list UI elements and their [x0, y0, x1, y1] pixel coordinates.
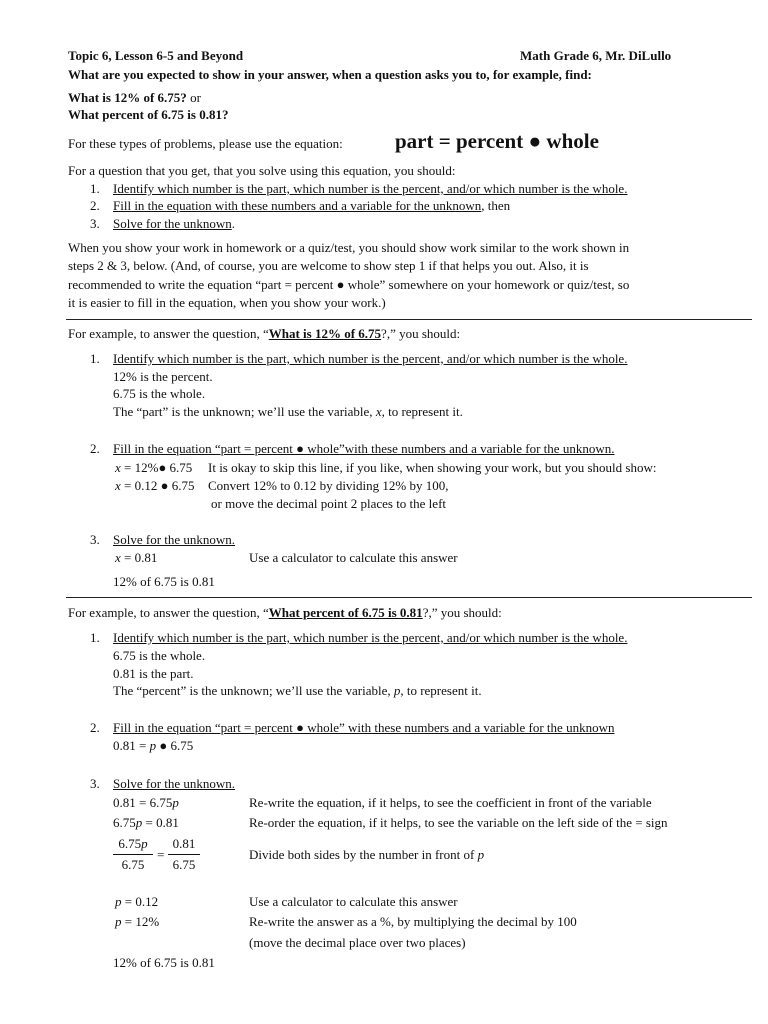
- ex2-unknown-line: [113, 683, 482, 699]
- step-3: [113, 216, 235, 232]
- ex1-variable: x: [375, 404, 382, 419]
- section-divider-2: [66, 597, 752, 598]
- ex1-percent-line: 12% is the percent.: [113, 369, 213, 384]
- ex2-row-2: [113, 815, 179, 831]
- ex2-row-4-text: = 0.12: [121, 894, 159, 909]
- ex2-eq-1-var: p: [149, 738, 157, 753]
- ex1-solution: [115, 550, 157, 566]
- header-question: What are you expected to show in your answer, when a question asks you to, for example, find:: [68, 67, 592, 82]
- ex1-step-3: Solve for the unknown.: [113, 532, 236, 547]
- ex2-eq-1-a: 0.81 =: [113, 738, 150, 753]
- ex1-solution-text: = 0.81: [120, 550, 158, 565]
- example-1-lead-b: ?,” you should:: [381, 326, 461, 341]
- ex2-eq-1: [113, 738, 193, 754]
- ex2-step-2-number: 2.: [90, 720, 100, 735]
- example-2-lead-b: ?,” you should:: [422, 605, 502, 620]
- intro-para-line-2: steps 2 & 3, below. (And, of course, you are welcome to show step 1 if that helps you out. Also, it is: [68, 258, 589, 273]
- ex2-row-2-note: Re-order the equation, if it helps, to see the variable on the left side of the = sign: [249, 815, 668, 830]
- header-class: Math Grade 6, Mr. DiLullo: [520, 48, 672, 63]
- intro-para-line-3: recommended to write the equation “part = percent ● whole” somewhere on your homework or quiz/test, so: [68, 277, 630, 292]
- ex2-frac-num-a: 6.75: [118, 836, 142, 851]
- step-1: [113, 181, 627, 197]
- equation-lead: For these types of problems, please use the equation:: [68, 136, 343, 151]
- step-1-number: 1.: [90, 181, 100, 196]
- ex1-unknown-line: [113, 404, 463, 420]
- ex2-row-3-note-a: Divide both sides by the number in front of: [249, 847, 478, 862]
- ex2-fraction-right: [168, 836, 200, 873]
- example-1-lead: [68, 326, 460, 342]
- ex1-calc-note: Use a calculator to calculate this answer: [249, 550, 458, 565]
- ex2-step-2: Fill in the equation “part = percent ● whole” with these numbers and a variable for the unknown: [113, 720, 615, 735]
- step-1-text: Identify which number is the part, which number is the percent, and/or which number is the whole.: [113, 181, 628, 196]
- ex2-row-2-var: p: [135, 815, 143, 830]
- example-1-question: What is 12% of 6.75: [268, 326, 382, 341]
- ex1-unknown-b: , to represent it.: [381, 404, 463, 419]
- ex2-fraction-left: [113, 836, 153, 873]
- ex2-fraction-right-num: 0.81: [172, 836, 196, 851]
- ex2-row-3-note-var: p: [477, 847, 485, 862]
- step-3-tail: .: [231, 216, 236, 231]
- ex1-note-3: or move the decimal point 2 places to the left: [211, 496, 447, 511]
- intro-para-line-1: When you show your work in homework or a quiz/test, you should show work similar to the work shown in: [68, 240, 630, 255]
- example-2-question: What percent of 6.75 is 0.81: [268, 605, 423, 620]
- ex1-whole-line: 6.75 is the whole.: [113, 386, 206, 401]
- ex2-row-2-a: 6.75: [113, 815, 136, 830]
- ex1-note-1: It is okay to skip this line, if you like, when showing your work, but you should show:: [208, 460, 657, 475]
- ex2-answer: 12% of 6.75 is 0.81: [113, 955, 215, 970]
- ex2-step-3-number: 3.: [90, 776, 100, 791]
- ex1-eq-1-var: x: [115, 460, 121, 475]
- step-2: [113, 198, 510, 214]
- ex2-row-4-var: p: [115, 894, 122, 909]
- ex2-part-line: 0.81 is the part.: [113, 666, 194, 681]
- ex2-unknown-b: , to represent it.: [400, 683, 482, 698]
- ex1-eq-1: [115, 460, 192, 476]
- ex2-row-3-note: [249, 847, 484, 863]
- step-3-text: Solve for the unknown: [113, 216, 232, 231]
- ex1-step-1-number: 1.: [90, 351, 100, 366]
- ex1-step-3-number: 3.: [90, 532, 100, 547]
- ex2-step-3: Solve for the unknown.: [113, 776, 236, 791]
- ex2-fraction-right-bar: [168, 854, 200, 855]
- ex2-step-1: Identify which number is the part, which number is the percent, and/or which number is the whole.: [113, 630, 628, 645]
- question-or: or: [186, 90, 201, 105]
- ex1-unknown-a: The “part” is the unknown; we’ll use the variable,: [113, 404, 376, 419]
- ex1-solution-var: x: [115, 550, 121, 565]
- ex2-fraction-left-bar: [113, 854, 153, 855]
- example-1-lead-a: For example, to answer the question, “: [68, 326, 269, 341]
- ex2-step-1-number: 1.: [90, 630, 100, 645]
- ex2-row-5-note-2: (move the decimal place over two places): [249, 935, 466, 950]
- ex2-fraction-left-num: [113, 836, 153, 852]
- ex2-fraction-equals: =: [157, 847, 165, 862]
- ex2-variable: p: [393, 683, 401, 698]
- ex2-row-4-note: Use a calculator to calculate this answer: [249, 894, 458, 909]
- step-2-number: 2.: [90, 198, 100, 213]
- ex1-answer: 12% of 6.75 is 0.81: [113, 574, 215, 589]
- ex2-whole-line: 6.75 is the whole.: [113, 648, 206, 663]
- header-topic: Topic 6, Lesson 6-5 and Beyond: [68, 48, 244, 63]
- steps-lead: For a question that you get, that you solve using this equation, you should:: [68, 163, 456, 178]
- ex2-row-1-var: p: [172, 795, 179, 810]
- ex2-row-1: [113, 795, 179, 811]
- step-2-tail: , then: [481, 198, 511, 213]
- main-equation: part = percent ● whole: [395, 129, 599, 153]
- ex2-row-5-var: p: [115, 914, 122, 929]
- ex2-fraction-left-den: 6.75: [121, 857, 145, 872]
- ex1-step-2-number: 2.: [90, 441, 100, 456]
- step-3-number: 3.: [90, 216, 100, 231]
- question-1: [68, 90, 201, 106]
- question-1-text: What is 12% of 6.75?: [68, 90, 187, 105]
- ex1-eq-2-var: x: [115, 478, 121, 493]
- question-2: What percent of 6.75 is 0.81?: [68, 107, 229, 122]
- ex2-row-5-text: = 12%: [121, 914, 160, 929]
- ex1-eq-1-text: = 12%● 6.75: [120, 460, 193, 475]
- ex2-row-1-a: 0.81 = 6.75: [113, 795, 173, 810]
- ex2-fraction-right-den: 6.75: [172, 857, 196, 872]
- ex2-row-5-note-1: Re-write the answer as a %, by multiplying the decimal by 100: [249, 914, 577, 929]
- step-2-text: Fill in the equation with these numbers and a variable for the unknown: [113, 198, 482, 213]
- example-2-lead: [68, 605, 502, 621]
- ex2-row-2-b: = 0.81: [142, 815, 179, 830]
- example-2-lead-a: For example, to answer the question, “: [68, 605, 269, 620]
- ex1-eq-2-text: = 0.12 ● 6.75: [120, 478, 195, 493]
- ex1-eq-2: [115, 478, 194, 494]
- ex2-row-1-note: Re-write the equation, if it helps, to see the coefficient in front of the variable: [249, 795, 652, 810]
- ex1-note-2: Convert 12% to 0.12 by dividing 12% by 100,: [208, 478, 449, 493]
- ex2-row-5: [115, 914, 159, 930]
- ex2-frac-num-var: p: [141, 836, 148, 851]
- ex2-row-4: [115, 894, 158, 910]
- intro-para-line-4: it is easier to fill in the equation, when you show your work.): [68, 295, 386, 310]
- section-divider-1: [66, 319, 752, 320]
- ex1-step-2: Fill in the equation “part = percent ● whole”with these numbers and a variable for the unknown.: [113, 441, 615, 456]
- ex2-eq-1-b: ● 6.75: [156, 738, 194, 753]
- ex2-unknown-a: The “percent” is the unknown; we’ll use the variable,: [113, 683, 394, 698]
- ex1-step-1: Identify which number is the part, which number is the percent, and/or which number is the whole.: [113, 351, 628, 366]
